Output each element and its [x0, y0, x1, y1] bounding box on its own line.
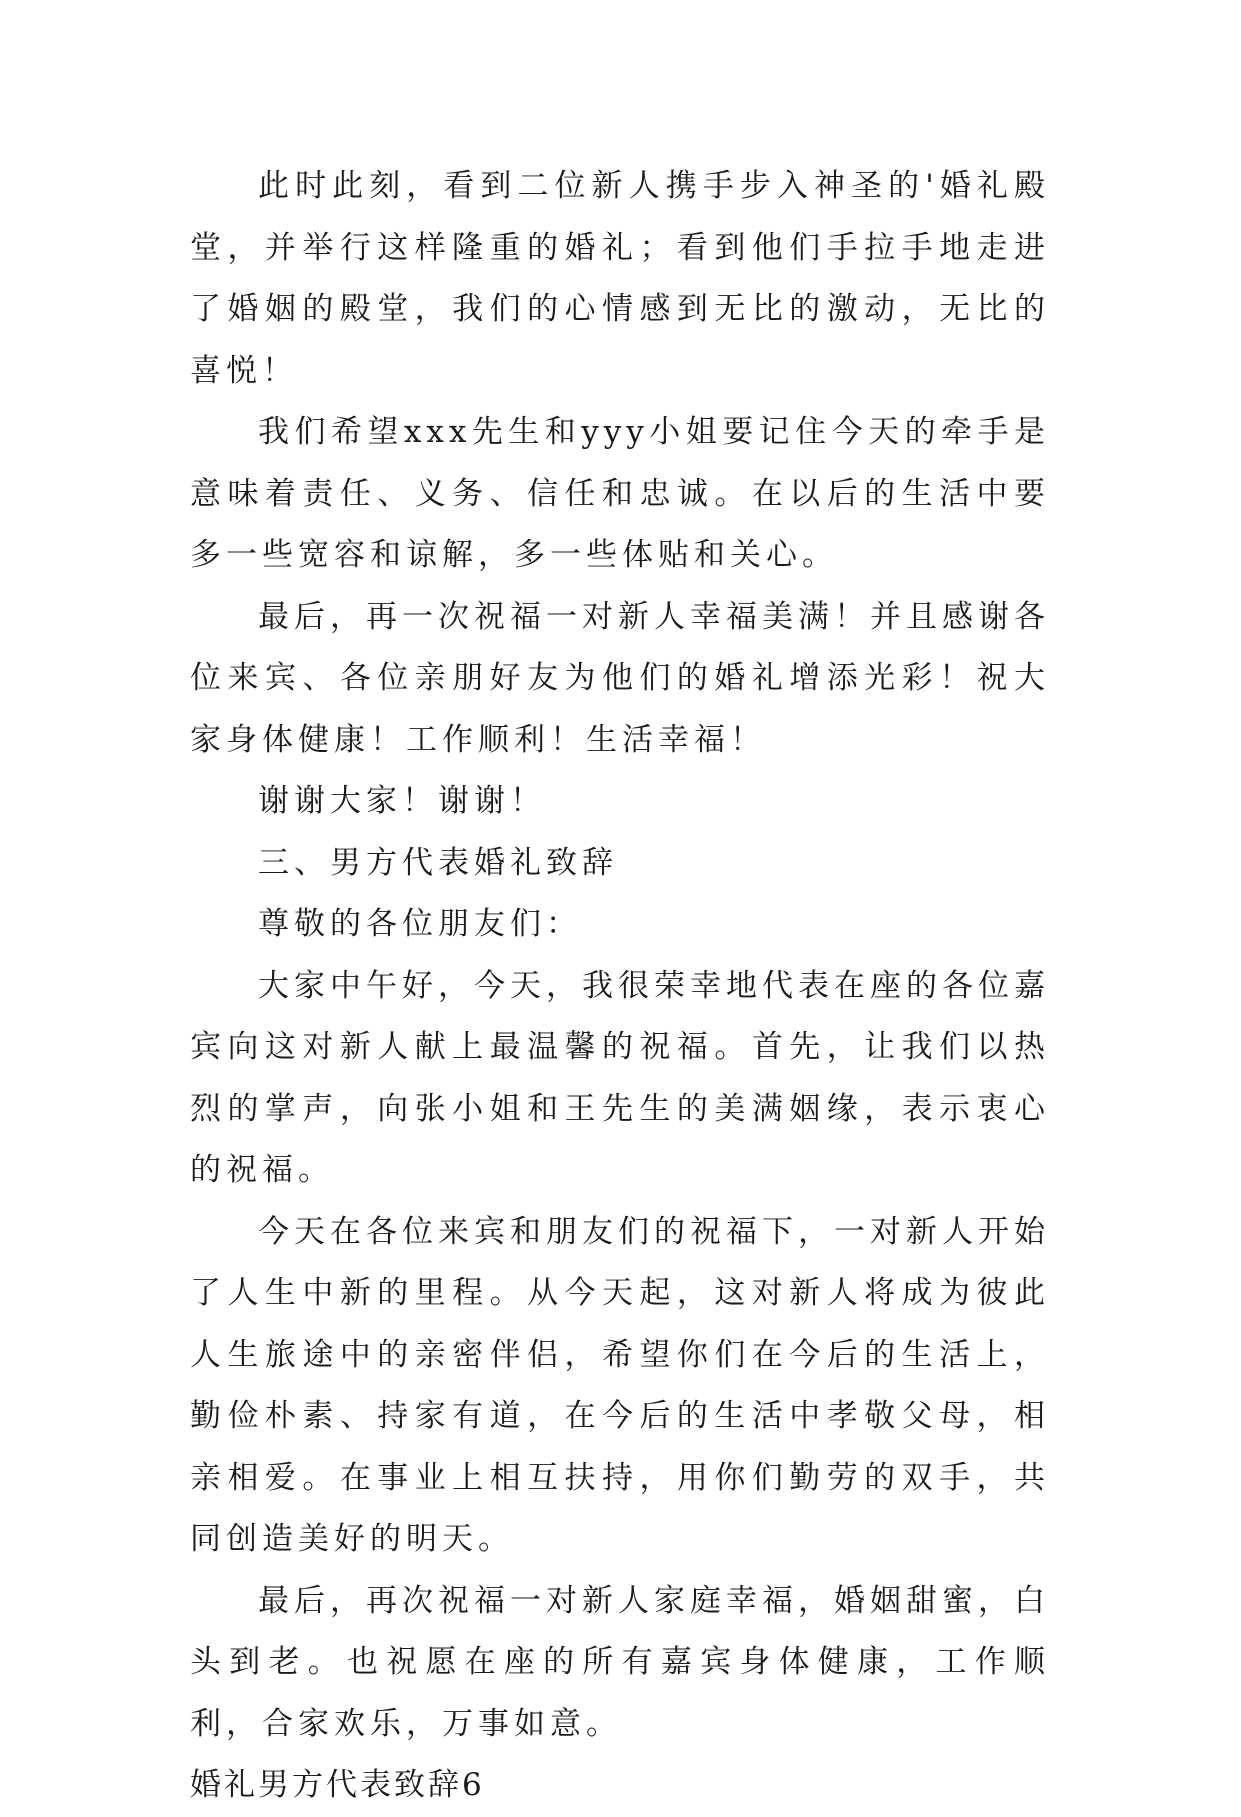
- paragraph-blessing-moment: 此时此刻，看到二位新人携手步入神圣的'婚礼殿堂，并举行这样隆重的婚礼；看到他们手拉手地走进了婚姻的殿堂，我们的心情感到无比的激动，无比的喜悦！: [190, 168, 1050, 389]
- paragraph-new-journey: 今天在各位来宾和朋友们的祝福下，一对新人开始了人生中新的里程。从今天起，这对新人将成为彼此人生旅途中的亲密伴侣，希望你们在今后的生活上，勤俭朴素、持家有道，在今后的生活中孝敬父母，相亲相爱。在事业上相互扶持，用你们勤劳的双手，共同创造美好的明天。: [190, 1213, 1050, 1557]
- paragraph-final-blessing: 最后，再一次祝福一对新人幸福美满！并且感谢各位来宾、各位亲朋好友为他们的婚礼增添光彩！祝大家身体健康！工作顺利！生活幸福！: [190, 598, 1050, 758]
- paragraph-greeting: 大家中午好，今天，我很荣幸地代表在座的各位嘉宾向这对新人献上最温馨的祝福。首先，让我们以热烈的掌声，向张小姐和王先生的美满姻缘，表示衷心的祝福。: [190, 967, 1050, 1188]
- paragraph-closing-blessing: 最后，再次祝福一对新人家庭幸福，婚姻甜蜜，白头到老。也祝愿在座的所有嘉宾身体健康，工作顺利，合家欢乐，万事如意。: [190, 1582, 1050, 1742]
- paragraph-salutation: 尊敬的各位朋友们：: [258, 906, 582, 942]
- paragraph-hope-responsibility: 我们希望xxx先生和yyy小姐要记住今天的牵手是意味着责任、义务、信任和忠诚。在以后的生活中要多一些宽容和谅解，多一些体贴和关心。: [190, 414, 1050, 573]
- paragraph-thanks: 谢谢大家！谢谢！: [258, 783, 546, 819]
- section-subheading: 三、男方代表婚礼致辞: [258, 844, 618, 881]
- section-heading: 婚礼男方代表致辞6: [190, 1767, 485, 1803]
- document-body: [190, 156, 1050, 1817]
